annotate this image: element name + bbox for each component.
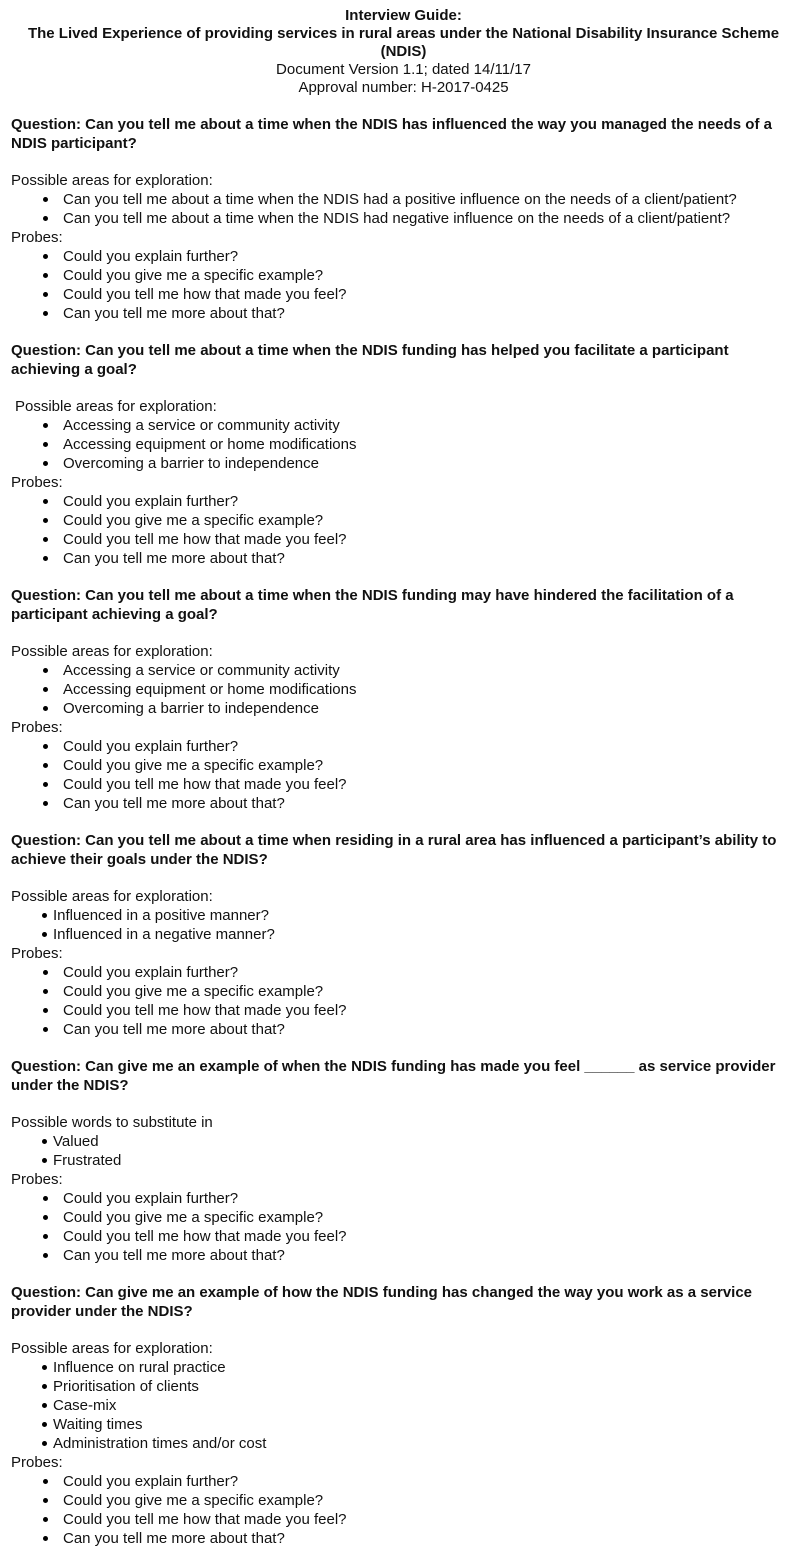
probe-item: Could you explain further? xyxy=(11,963,796,982)
document-header xyxy=(11,7,796,97)
exploration-item: Influence on rural practice xyxy=(11,1358,796,1377)
probe-item: Could you give me a specific example? xyxy=(11,266,796,285)
probe-item: Can you tell me more about that? xyxy=(11,1020,796,1039)
probe-item: Could you tell me how that made you feel? xyxy=(11,1510,796,1529)
page-title: Interview Guide: xyxy=(345,7,462,24)
question-section xyxy=(11,1057,796,1265)
probes-list xyxy=(11,1189,796,1265)
exploration-list xyxy=(11,906,796,944)
probe-item: Could you give me a specific example? xyxy=(11,1491,796,1510)
exploration-item: Influenced in a positive manner? xyxy=(11,906,796,925)
probe-item: Could you tell me how that made you feel? xyxy=(11,530,796,549)
exploration-list xyxy=(11,1132,796,1170)
probes-list xyxy=(11,963,796,1039)
exploration-item: Frustrated xyxy=(11,1151,796,1170)
question-section xyxy=(11,1283,796,1548)
exploration-item: Accessing equipment or home modifications xyxy=(11,680,796,699)
question-section xyxy=(11,831,796,1039)
probe-item: Could you give me a specific example? xyxy=(11,756,796,775)
probe-item: Could you explain further? xyxy=(11,1472,796,1491)
probes-list xyxy=(11,247,796,323)
exploration-label: Possible areas for exploration: xyxy=(11,172,213,189)
exploration-item: Valued xyxy=(11,1132,796,1151)
probes-label: Probes: xyxy=(11,229,63,246)
question-heading: Question: Can you tell me about a time when the NDIS funding has helped you facilitate a participant achieving a goal? xyxy=(11,342,729,378)
question-section xyxy=(11,341,796,568)
exploration-label: Possible words to substitute in xyxy=(11,1114,213,1131)
exploration-item: Prioritisation of clients xyxy=(11,1377,796,1396)
question-section xyxy=(11,586,796,813)
exploration-item: Can you tell me about a time when the NDIS had negative influence on the needs of a client/patient? xyxy=(11,209,796,228)
exploration-list xyxy=(11,190,796,228)
exploration-item: Accessing equipment or home modifications xyxy=(11,435,796,454)
probe-item: Could you tell me how that made you feel? xyxy=(11,1227,796,1246)
question-heading: Question: Can you tell me about a time when residing in a rural area has influenced a participant’s ability to achieve their goals under the NDIS? xyxy=(11,832,777,868)
probe-item: Could you tell me how that made you feel? xyxy=(11,775,796,794)
question-heading: Question: Can you tell me about a time when the NDIS has influenced the way you managed the needs of a NDIS participant? xyxy=(11,116,772,152)
probe-item: Can you tell me more about that? xyxy=(11,549,796,568)
probes-list xyxy=(11,737,796,813)
probe-item: Can you tell me more about that? xyxy=(11,304,796,323)
exploration-list xyxy=(11,661,796,718)
exploration-label: Possible areas for exploration: xyxy=(15,398,217,415)
approval-line: Approval number: H-2017-0425 xyxy=(298,79,509,96)
probe-item: Could you explain further? xyxy=(11,247,796,266)
exploration-label: Possible areas for exploration: xyxy=(11,888,213,905)
exploration-label: Possible areas for exploration: xyxy=(11,643,213,660)
question-heading: Question: Can give me an example of how the NDIS funding has changed the way you work as a service provider under the NDIS? xyxy=(11,1284,753,1320)
probes-label: Probes: xyxy=(11,474,63,491)
exploration-item: Influenced in a negative manner? xyxy=(11,925,796,944)
question-heading: Question: Can you tell me about a time when the NDIS funding may have hindered the facilitation of a participant achieving a goal? xyxy=(11,587,734,623)
probes-label: Probes: xyxy=(11,719,63,736)
exploration-list xyxy=(11,1358,796,1453)
exploration-item: Overcoming a barrier to independence xyxy=(11,699,796,718)
probe-item: Could you give me a specific example? xyxy=(11,511,796,530)
exploration-item: Accessing a service or community activity xyxy=(11,416,796,435)
probe-item: Can you tell me more about that? xyxy=(11,1529,796,1548)
probes-list xyxy=(11,1472,796,1548)
exploration-item: Overcoming a barrier to independence xyxy=(11,454,796,473)
exploration-label: Possible areas for exploration: xyxy=(11,1340,213,1357)
exploration-list xyxy=(11,416,796,473)
probe-item: Could you explain further? xyxy=(11,492,796,511)
exploration-item: Case-mix xyxy=(11,1396,796,1415)
probe-item: Can you tell me more about that? xyxy=(11,794,796,813)
probes-label: Probes: xyxy=(11,945,63,962)
probes-list xyxy=(11,492,796,568)
exploration-item: Administration times and/or cost xyxy=(11,1434,796,1453)
question-heading: Question: Can give me an example of when the NDIS funding has made you feel ______ as service provider under the NDIS? xyxy=(11,1058,776,1094)
document-subtitle: The Lived Experience of providing services in rural areas under the National Disability Insurance Scheme (NDIS) xyxy=(27,25,780,60)
probe-item: Can you tell me more about that? xyxy=(11,1246,796,1265)
exploration-item: Accessing a service or community activity xyxy=(11,661,796,680)
exploration-item: Can you tell me about a time when the NDIS had a positive influence on the needs of a client/patient? xyxy=(11,190,796,209)
probe-item: Could you explain further? xyxy=(11,1189,796,1208)
probe-item: Could you tell me how that made you feel? xyxy=(11,285,796,304)
probe-item: Could you give me a specific example? xyxy=(11,982,796,1001)
probes-label: Probes: xyxy=(11,1454,63,1471)
question-section xyxy=(11,115,796,323)
probes-label: Probes: xyxy=(11,1171,63,1188)
probe-item: Could you explain further? xyxy=(11,737,796,756)
probe-item: Could you give me a specific example? xyxy=(11,1208,796,1227)
version-line: Document Version 1.1; dated 14/11/17 xyxy=(276,61,531,78)
exploration-item: Waiting times xyxy=(11,1415,796,1434)
probe-item: Could you tell me how that made you feel? xyxy=(11,1001,796,1020)
